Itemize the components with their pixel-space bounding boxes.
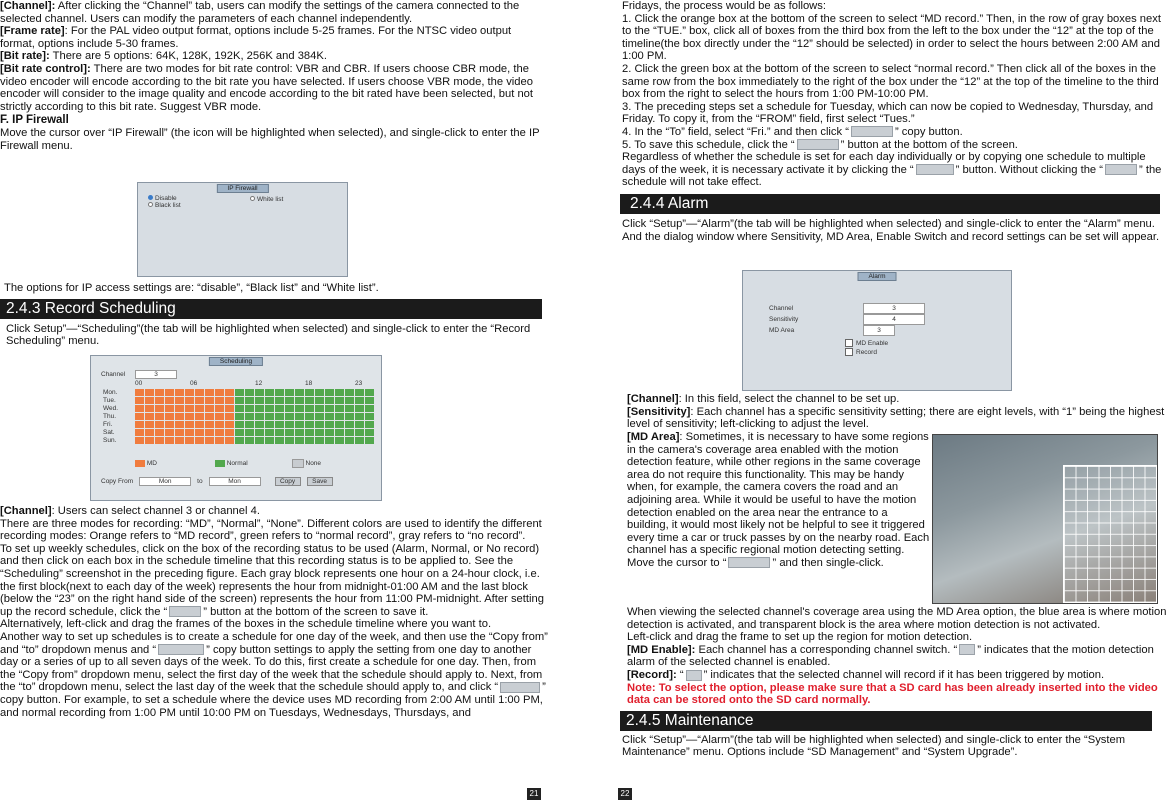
sched-hour-cell[interactable] — [225, 389, 234, 396]
sched-hour-cell[interactable] — [195, 421, 204, 428]
copy-to-label: to — [197, 478, 203, 485]
save-icon-inline-3 — [916, 164, 954, 175]
frame-rate-paragraph: [Frame rate]: For the PAL video output format, options include 5-25 frames. For the NTSC video output format, options include 5-30 frames. — [0, 25, 512, 50]
step-5: 5. To save this schedule, click the “ ” button at the bottom of the screen. — [622, 138, 1018, 151]
sched-hour-label: 06 — [190, 380, 198, 387]
sched-hour-labels — [135, 380, 375, 388]
sched-day-label: Sat. — [103, 429, 115, 436]
sched-hour-cell[interactable] — [195, 397, 204, 404]
sched-hour-cell[interactable] — [175, 437, 184, 444]
sched-hour-cell[interactable] — [275, 421, 284, 428]
sched-hour-cell[interactable] — [315, 397, 324, 404]
sched-hour-cell[interactable] — [295, 389, 304, 396]
channel-paragraph: [Channel]: After clicking the “Channel” tab, users can modify the settings of the camera connected to the selected channel. Users can modify the parameters of each channel independently. — [0, 0, 520, 25]
sched-hour-cell[interactable] — [315, 421, 324, 428]
sched-hour-cell[interactable] — [295, 397, 304, 404]
sched-hour-cell[interactable] — [355, 413, 364, 420]
sched-hour-cell[interactable] — [295, 421, 304, 428]
alarm-fields — [769, 303, 925, 357]
sched-channel-select[interactable]: 3 — [135, 370, 177, 379]
scheduling-window-title: Scheduling — [209, 357, 263, 366]
firewall-option-disable[interactable]: Disable — [155, 195, 177, 202]
md-area-desc: [MD Area]: Sometimes, it is necessary to have some regions in the camera's coverage area enabled with the motion detection feature, while other regions in the same coverage area do not require this functionality. This may be handy when, for example, the camera covers the road and an adjoining area. While it would be useful to have the motion detection enabled on the area near the entrance to a building, it would most likely not be helpful to see it triggered every time a car or truck passes by on the nearby road. Each channel has a specific regional motion detecting setting. — [627, 431, 930, 557]
sched-hour-cell[interactable] — [135, 413, 144, 420]
sched-hour-cell[interactable] — [185, 421, 194, 428]
sched-hour-cell[interactable] — [155, 389, 164, 396]
regardless-paragraph: Regardless of whether the schedule is set for each day individually or by copying one schedule to multiple days of the week, it is necessary activate it by clicking the “ ” button. Without clicking the “ ” the schedule will not take effect. — [622, 151, 1162, 189]
copy-icon-inline-2 — [500, 682, 540, 693]
sched-hour-cell[interactable] — [135, 429, 144, 436]
sched-hour-cell[interactable] — [145, 397, 154, 404]
sched-hour-cell[interactable] — [285, 437, 294, 444]
sched-hour-cell[interactable] — [185, 437, 194, 444]
sched-hour-cell[interactable] — [265, 405, 274, 412]
sched-hour-cell[interactable] — [225, 405, 234, 412]
firewall-option-white-list[interactable]: White list — [257, 196, 284, 203]
step-3: 3. The preceding steps set a schedule for Tuesday, which can now be copied to Wednesday, Thursday, and Friday. To copy it, from the “FROM” field, first select “Tues.” — [622, 100, 1154, 126]
sched-hour-cell[interactable] — [205, 405, 214, 412]
save-icon-inline-4 — [1105, 164, 1137, 175]
sched-hour-cell[interactable] — [315, 429, 324, 436]
alarm-sensitivity-select[interactable]: 4 — [863, 314, 925, 325]
sched-hour-cell[interactable] — [205, 413, 214, 420]
sched-hour-cell[interactable] — [365, 429, 374, 436]
sched-hour-cell[interactable] — [365, 413, 374, 420]
record-desc: [Record]: “ ” indicates that the selected channel will record if it has been triggered by motion. — [627, 668, 1105, 681]
sched-hour-cell[interactable] — [205, 397, 214, 404]
sched-hour-cell[interactable] — [305, 429, 314, 436]
sched-hour-cell[interactable] — [215, 389, 224, 396]
sched-hour-cell[interactable] — [255, 389, 264, 396]
motion-detection-grid[interactable] — [1063, 465, 1157, 603]
alarm-channel-desc: [Channel]: In this field, select the channel to be set up. — [627, 393, 900, 405]
sched-hour-cell[interactable] — [275, 413, 284, 420]
sched-hour-cell[interactable] — [265, 421, 274, 428]
copy-schedule-paragraph: Another way to set up schedules is to create a schedule for one day of the week, and then use the “Copy from” and “to” dropdown menus and “ ” copy button settings to apply the setting from one day to another day or a series of up to all seven days of the week. To do this, first create a schedule for one day. Then, from the “Copy from” dropdown menu, select the first day of the week that the schedule should apply to. Next, from the “to” dropdown menu, select the last day of the week that the schedule should apply to, and click “ ” copy button. For example, to set a schedule where the device uses MD recording from 2:00 AM until 1:00 PM, and normal recording from 1:00 PM until 10:00 PM on Tuesdays, Wednesdays, Thursdays, and — [0, 630, 548, 719]
sched-hour-label: 18 — [305, 380, 313, 387]
sched-hour-cell[interactable] — [165, 389, 174, 396]
sched-hour-cell[interactable] — [285, 405, 294, 412]
alarm-intro: Click “Setup”—“Alarm”(the tab will be highlighted when selected) and single-click to enter the “Alarm” menu. And the dialog window where Sensitivity, MD Area, Enable Switch and record settings can be set will appear. — [622, 217, 1160, 243]
sched-hour-cell[interactable] — [285, 429, 294, 436]
left-page-body — [0, 505, 548, 719]
sched-hour-cell[interactable] — [295, 405, 304, 412]
right-page — [622, 0, 1170, 243]
record-scheduling-intro: Click Setup”—“Scheduling”(the tab will be highlighted when selected) and single-click to enter the “Record Scheduling” menu. — [6, 322, 531, 348]
sched-hour-cell[interactable] — [315, 437, 324, 444]
alarm-channel-label: Channel — [769, 305, 794, 312]
sched-hour-cell[interactable] — [235, 389, 244, 396]
sched-hour-cell[interactable] — [255, 437, 264, 444]
sched-hour-cell[interactable] — [175, 389, 184, 396]
sched-hour-cell[interactable] — [345, 413, 354, 420]
sched-hour-cell[interactable] — [215, 413, 224, 420]
sched-hour-cell[interactable] — [365, 421, 374, 428]
page-number-left: 21 — [527, 788, 541, 800]
alarm-channel-select[interactable]: 3 — [863, 303, 925, 314]
sched-hour-cell[interactable] — [325, 405, 334, 412]
sched-hour-cell[interactable] — [245, 437, 254, 444]
sched-hour-cell[interactable] — [245, 429, 254, 436]
sched-hour-cell[interactable] — [315, 413, 324, 420]
firewall-options — [148, 195, 181, 209]
sched-hour-cell[interactable] — [255, 413, 264, 420]
sched-hour-cell[interactable] — [305, 405, 314, 412]
sched-hour-cell[interactable] — [135, 437, 144, 444]
sched-hour-cell[interactable] — [345, 389, 354, 396]
step-2: 2. Click the green box at the bottom of the screen to select “normal record.” Then click all of the boxes in the same row from the box immediately to the right of the box under the “12” at the top of the timeline to the third box from the right to select the hours from 1:00 PM-10:00 PM. — [622, 62, 1159, 101]
scheduling-screenshot — [90, 355, 382, 501]
sched-hour-cell[interactable] — [185, 429, 194, 436]
md-area-icon-inline — [728, 557, 770, 568]
sched-hour-cell[interactable] — [205, 389, 214, 396]
sched-hour-cell[interactable] — [175, 429, 184, 436]
sched-hour-cell[interactable] — [345, 421, 354, 428]
sched-copy-row — [101, 477, 333, 486]
sched-hour-cell[interactable] — [195, 389, 204, 396]
sched-hour-cell[interactable] — [345, 397, 354, 404]
md-area-column — [627, 431, 930, 570]
sched-hour-cell[interactable] — [215, 437, 224, 444]
sched-hour-cell[interactable] — [255, 397, 264, 404]
section-alarm: 2.4.4 Alarm — [620, 194, 1160, 214]
sched-hour-cell[interactable] — [305, 389, 314, 396]
sched-hour-cell[interactable] — [335, 421, 344, 428]
sched-hour-cell[interactable] — [265, 437, 274, 444]
legend-md-swatch[interactable] — [135, 460, 145, 467]
sched-hour-cell[interactable] — [225, 413, 234, 420]
page-number-right: 22 — [618, 788, 632, 800]
sched-hour-cell[interactable] — [225, 437, 234, 444]
sched-hour-cell[interactable] — [165, 397, 174, 404]
legend-normal-label: Normal — [226, 460, 248, 468]
sched-hour-cell[interactable] — [165, 421, 174, 428]
sched-hour-cell[interactable] — [155, 397, 164, 404]
sched-hour-cell[interactable] — [165, 405, 174, 412]
weekly-schedule-paragraph: To set up weekly schedules, click on the box of the recording status to be used (Alarm, Normal, or No record) and then click on each box in the schedule timeline that this recording status is to be applied to. See the “Scheduling” screenshot in the preceding figure. Each gray block represents one hour on a 24-hour clock, i.e. the first block(next to each day of the week) represents the hour from midnight-01:00 AM and the last block (below the “23” on the right hand side of the screen) represents the hour from 11:00 PM-midnight. After setting up the record schedule, click the “ ” button at the bottom of the screen to save it. — [0, 542, 544, 618]
sched-hour-cell[interactable] — [225, 429, 234, 436]
sched-hour-label: 12 — [255, 380, 263, 387]
md-area-camera-view — [932, 434, 1158, 604]
drag-paragraph: Alternatively, left-click and drag the frames of the boxes in the schedule timeline where you want to. — [0, 618, 492, 631]
legend-none-label: None — [305, 460, 322, 468]
sched-hour-cell[interactable] — [285, 413, 294, 420]
sched-hour-cell[interactable] — [145, 437, 154, 444]
sched-hour-cell[interactable] — [155, 437, 164, 444]
sched-hour-cell[interactable] — [245, 389, 254, 396]
sched-hour-cell[interactable] — [275, 397, 284, 404]
sched-hour-cell[interactable] — [255, 405, 264, 412]
md-enable-checkbox[interactable] — [845, 339, 853, 347]
firewall-option-black-list[interactable]: Black list — [155, 202, 181, 209]
sched-hour-cell[interactable] — [235, 405, 244, 412]
sched-hour-cell[interactable] — [165, 429, 174, 436]
sched-hour-cell[interactable] — [345, 437, 354, 444]
sched-day-label: Tue. — [103, 397, 116, 404]
sched-hour-cell[interactable] — [305, 437, 314, 444]
copy-to-select[interactable]: Mon — [209, 477, 261, 486]
sched-hour-cell[interactable] — [155, 405, 164, 412]
sched-hour-cell[interactable] — [205, 429, 214, 436]
copy-from-select[interactable]: Mon — [139, 477, 191, 486]
md-view-paragraph: When viewing the selected channel's coverage area using the MD Area option, the blue area is where motion detection is activated, and transparent block is the area where motion detection is not activated. — [627, 606, 1167, 631]
alarm-window-title: Alarm — [858, 272, 897, 281]
sched-hour-cell[interactable] — [185, 389, 194, 396]
recording-modes-paragraph: There are three modes for recording: “MD”, “Normal”, “None”. Different colors are used to identify the different recording modes: Orange refers to “MD record”, green refers to “normal record”, gray refers to “no record”. — [0, 517, 542, 543]
sched-hour-cell[interactable] — [215, 421, 224, 428]
sched-hour-cell[interactable] — [195, 413, 204, 420]
sched-hour-cell[interactable] — [235, 437, 244, 444]
md-enable-desc: [MD Enable]: Each channel has a corresponding channel switch. “ ” indicates that the motion detection alarm of the selected channel is enabled. — [627, 643, 1154, 669]
copy-from-label: Copy From — [101, 478, 134, 485]
sched-day-label: Sun. — [103, 437, 117, 444]
sched-hour-cell[interactable] — [145, 429, 154, 436]
sched-hour-cell[interactable] — [355, 421, 364, 428]
sched-hour-cell[interactable] — [145, 389, 154, 396]
sched-hour-cell[interactable] — [225, 421, 234, 428]
sched-hour-cell[interactable] — [335, 389, 344, 396]
alarm-md-area-button[interactable]: 3 — [863, 325, 895, 336]
legend-normal-swatch[interactable] — [215, 460, 225, 467]
sched-hour-cell[interactable] — [135, 397, 144, 404]
sched-hour-cell[interactable] — [175, 413, 184, 420]
sched-hour-cell[interactable] — [205, 437, 214, 444]
sched-hour-cell[interactable] — [355, 437, 364, 444]
sched-hour-cell[interactable] — [265, 389, 274, 396]
sched-legend — [135, 459, 321, 468]
sched-hour-cell[interactable] — [265, 429, 274, 436]
sched-hour-cell[interactable] — [285, 397, 294, 404]
sched-day-label: Fri. — [103, 421, 113, 428]
sched-hour-cell[interactable] — [245, 413, 254, 420]
ip-firewall-screenshot — [137, 182, 348, 277]
sched-hour-cell[interactable] — [185, 405, 194, 412]
sched-hour-cell[interactable] — [135, 405, 144, 412]
sched-hour-cell[interactable] — [325, 421, 334, 428]
sched-hour-cell[interactable] — [335, 413, 344, 420]
sched-hour-label: 23 — [355, 380, 363, 387]
legend-none-swatch[interactable] — [292, 459, 304, 468]
ip-firewall-window-title: IP Firewall — [216, 184, 268, 193]
sched-hour-cell[interactable] — [365, 437, 374, 444]
sched-hour-cell[interactable] — [225, 397, 234, 404]
sched-hour-cell[interactable] — [355, 429, 364, 436]
ip-firewall-intro: Move the cursor over “IP Firewall” (the icon will be highlighted when selected), and single-click to enter the IP Firewall menu. — [0, 126, 540, 152]
sched-hour-cell[interactable] — [235, 421, 244, 428]
copy-icon-inline — [158, 644, 204, 655]
sched-day-label: Wed. — [103, 405, 119, 412]
move-cursor-line: Move the cursor to “ ” and then single-click. — [627, 556, 884, 569]
sd-card-note: Note: To select the option, please make sure that a SD card has been already inserted into the video data can be stored onto the SD card normally. — [627, 681, 1158, 707]
sched-hour-cell[interactable] — [235, 429, 244, 436]
sched-hour-label: 00 — [135, 380, 143, 387]
sched-hour-cell[interactable] — [195, 429, 204, 436]
sched-copy-button[interactable]: Copy — [275, 477, 301, 486]
left-page — [0, 0, 548, 152]
sched-hour-cell[interactable] — [145, 405, 154, 412]
sched-hour-cell[interactable] — [335, 437, 344, 444]
sched-hour-cell[interactable] — [245, 405, 254, 412]
sched-hour-cell[interactable] — [215, 397, 224, 404]
alarm-screenshot — [742, 270, 1012, 391]
sched-hour-cell[interactable] — [365, 389, 374, 396]
sched-hour-cell[interactable] — [295, 429, 304, 436]
left-page-mid — [0, 282, 548, 348]
sched-day-label: Thu. — [103, 413, 117, 420]
ip-firewall-heading: F. IP Firewall — [0, 114, 69, 127]
sched-hour-cell[interactable] — [185, 413, 194, 420]
sched-hour-cell[interactable] — [135, 421, 144, 428]
copy-icon-inline-3 — [851, 126, 893, 137]
sched-day-label: Mon. — [103, 389, 118, 396]
sched-hour-cell[interactable] — [195, 437, 204, 444]
sched-hour-cell[interactable] — [155, 421, 164, 428]
sched-hour-cell[interactable] — [145, 413, 154, 420]
sched-hour-cell[interactable] — [275, 429, 284, 436]
sched-hour-cell[interactable] — [275, 437, 284, 444]
checkbox-icon-inline — [959, 644, 975, 655]
sched-hour-cell[interactable] — [315, 389, 324, 396]
sched-hour-cell[interactable] — [335, 429, 344, 436]
sched-hour-cell[interactable] — [335, 397, 344, 404]
alarm-desc-wide — [622, 606, 1175, 759]
alarm-md-area-label: MD Area — [769, 327, 795, 334]
section-record-scheduling: 2.4.3 Record Scheduling — [0, 299, 542, 319]
sched-hour-cell[interactable] — [305, 413, 314, 420]
sched-hour-cell[interactable] — [355, 405, 364, 412]
sched-hour-cell[interactable] — [275, 405, 284, 412]
step-4: 4. In the “To” field, select “Fri.” and then click “ ” copy button. — [622, 125, 963, 138]
md-drag-paragraph: Left-click and drag the frame to set up the region for motion detection. — [627, 631, 973, 644]
alarm-sensitivity-label: Sensitivity — [769, 316, 799, 323]
sched-hour-cell[interactable] — [365, 397, 374, 404]
sched-channel-label: Channel — [101, 371, 126, 378]
sched-hour-cell[interactable] — [195, 405, 204, 412]
section-maintenance: 2.4.5 Maintenance — [620, 711, 1152, 731]
sched-hour-cell[interactable] — [295, 437, 304, 444]
save-icon-inline — [169, 606, 201, 617]
sched-hour-cell[interactable] — [145, 421, 154, 428]
firewall-options-text: The options for IP access settings are: “disable”, “Black list” and “White list”. — [4, 282, 379, 294]
sched-hour-cell[interactable] — [275, 389, 284, 396]
save-icon-inline-2 — [797, 139, 839, 150]
sched-hour-cell[interactable] — [345, 405, 354, 412]
sched-hour-cell[interactable] — [355, 389, 364, 396]
sched-hour-cell[interactable] — [215, 405, 224, 412]
sched-hour-cell[interactable] — [265, 397, 274, 404]
sched-hour-cell[interactable] — [135, 389, 144, 396]
sched-hour-cell[interactable] — [285, 389, 294, 396]
alarm-sensitivity-desc: [Sensitivity]: Each channel has a specific sensitivity setting; there are eight levels, with “1” being the highest level of sensitivity; left-clicking to adjust the level. — [627, 405, 1165, 431]
sched-hour-cell[interactable] — [175, 405, 184, 412]
sched-hour-cell[interactable] — [245, 421, 254, 428]
sched-hour-cell[interactable] — [315, 405, 324, 412]
alarm-field-desc-narrow — [627, 393, 1165, 431]
sched-hour-cell[interactable] — [365, 405, 374, 412]
sched-hour-cell[interactable] — [165, 413, 174, 420]
sched-hour-cell[interactable] — [345, 429, 354, 436]
sched-hour-cell[interactable] — [325, 389, 334, 396]
sched-hour-cell[interactable] — [335, 405, 344, 412]
sched-hour-cell[interactable] — [155, 413, 164, 420]
bit-rate-paragraph: [Bit rate]: There are 5 options: 64K, 128K, 192K, 256K and 384K. — [0, 50, 327, 63]
sched-hour-cell[interactable] — [235, 413, 244, 420]
sched-hour-cell[interactable] — [155, 429, 164, 436]
checkbox-icon-inline-2 — [686, 670, 702, 681]
sched-hour-cell[interactable] — [355, 397, 364, 404]
sched-hour-cell[interactable] — [305, 421, 314, 428]
sched-hour-cell[interactable] — [325, 397, 334, 404]
sched-hour-cell[interactable] — [295, 413, 304, 420]
sched-hour-cell[interactable] — [325, 437, 334, 444]
sched-hour-cell[interactable] — [175, 397, 184, 404]
record-checkbox[interactable] — [845, 348, 853, 356]
record-label: Record — [856, 349, 877, 356]
sched-hour-cell[interactable] — [235, 397, 244, 404]
sched-hour-cell[interactable] — [285, 421, 294, 428]
fridays-line: Fridays, the process would be as follows: — [622, 0, 826, 12]
step-1: 1. Click the orange box at the bottom of the screen to select “MD record.” Then, in the row of gray boxes next to the “TUE.” box, click all of boxes from the third box from the left to the box under the “12” at the top of the timeline(the box directly under the “12” should be selected) in order to select the hours between 2:00 AM and 1:00 PM. — [622, 12, 1161, 63]
bit-rate-control-paragraph: [Bit rate control]: There are two modes for bit rate control: VBR and CBR. If users choose CBR mode, the video encoder will encode according to the bit rate you have selected. If users choose VBR mode, the video encoder will consider to the image quality and encode according to the bit rated have been selected, but not strictly according to this bit rate. Suggest VBR mode. — [0, 62, 533, 113]
sched-timeline-grid[interactable] — [135, 389, 374, 444]
sched-hour-cell[interactable] — [305, 397, 314, 404]
legend-md-label: MD — [146, 460, 157, 468]
sched-hour-cell[interactable] — [215, 429, 224, 436]
sched-channel-paragraph: [Channel]: Users can select channel 3 or channel 4. — [0, 505, 260, 517]
sched-day-labels — [103, 389, 118, 445]
sched-hour-cell[interactable] — [325, 429, 334, 436]
sched-hour-cell[interactable] — [185, 397, 194, 404]
sched-hour-cell[interactable] — [245, 397, 254, 404]
sched-hour-cell[interactable] — [255, 421, 264, 428]
sched-hour-cell[interactable] — [325, 413, 334, 420]
sched-hour-cell[interactable] — [265, 413, 274, 420]
sched-save-button[interactable]: Save — [307, 477, 333, 486]
maintenance-text: Click “Setup”—“Alarm”(the tab will be highlighted when selected) and single-click to enter the “System Maintenance” menu. Options include “SD Management” and “System Upgrade”. — [622, 733, 1126, 759]
sched-hour-cell[interactable] — [205, 421, 214, 428]
sched-hour-cell[interactable] — [175, 421, 184, 428]
md-enable-label: MD Enable — [856, 340, 889, 347]
sched-hour-cell[interactable] — [165, 437, 174, 444]
sched-hour-cell[interactable] — [255, 429, 264, 436]
